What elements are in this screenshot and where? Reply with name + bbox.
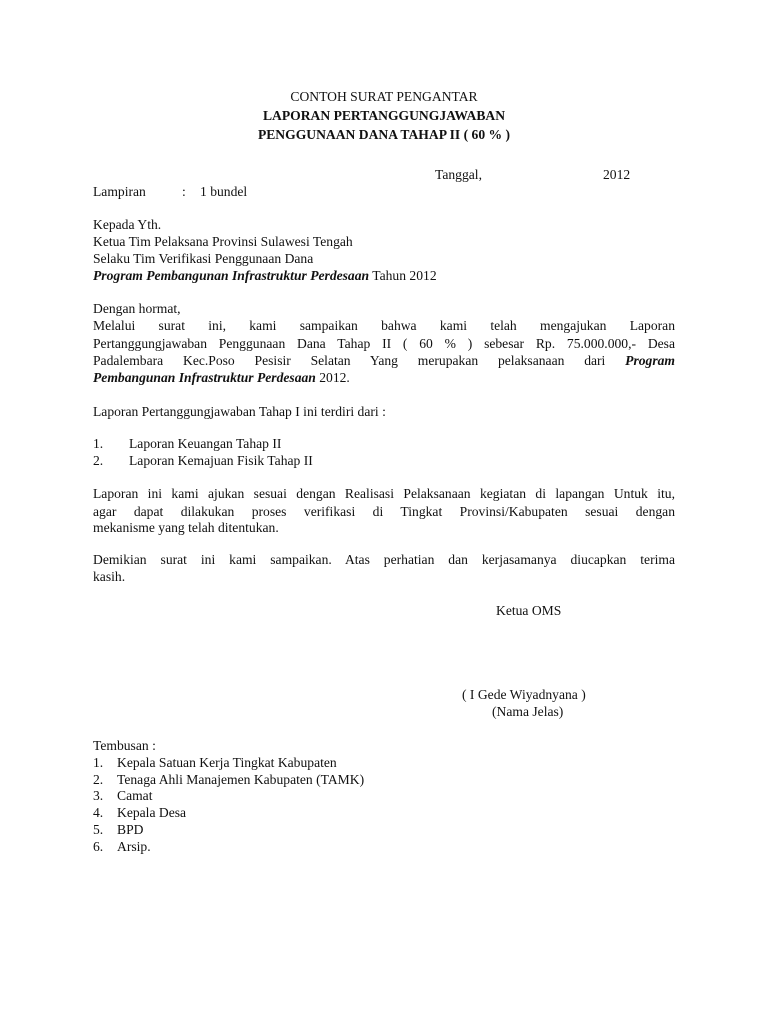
- tembusan-text-6: Arsip.: [117, 839, 151, 854]
- signature-note: (Nama Jelas): [492, 704, 564, 719]
- p1-l4-bold: Pembangunan Infrastruktur Perdesaan: [93, 370, 316, 385]
- lampiran-value: 1 bundel: [200, 184, 248, 199]
- paragraph-3-line-2: agar dapat dilakukan proses verifikasi di Tingkat Provinsi/Kabupaten sesuai dengan: [93, 503, 675, 519]
- lampiran-label: Lampiran: [93, 184, 146, 199]
- paragraph-1-line-3: [93, 352, 675, 370]
- paragraph-1: [93, 317, 675, 370]
- tembusan-text-1: Kepala Satuan Kerja Tingkat Kabupaten: [117, 755, 337, 770]
- tembusan-text-4: Kepala Desa: [117, 805, 187, 820]
- paragraph-2: Laporan Pertanggungjawaban Tahap I ini terdiri dari :: [93, 404, 386, 419]
- signature-title: Ketua OMS: [496, 603, 562, 618]
- tembusan-num-3: 3.: [93, 788, 104, 803]
- paragraph-3-line-1: Laporan ini kami ajukan sesuai dengan Realisasi Pelaksanaan kegiatan di lapangan Untuk itu,: [93, 486, 675, 501]
- paragraph-1-line-4: [93, 369, 350, 387]
- paragraph-4-line-2: kasih.: [93, 569, 126, 584]
- letter-heading-2: LAPORAN PERTANGGUNGJAWABAN: [262, 108, 506, 123]
- paragraph-3: [93, 485, 675, 520]
- letter-heading-3: PENGGUNAAN DANA TAHAP II ( 60 % ): [257, 127, 511, 142]
- tembusan-num-1: 1.: [93, 755, 104, 770]
- recipient-line-2: Selaku Tim Verifikasi Penggunaan Dana: [93, 251, 314, 266]
- recipient-line-3: [93, 267, 437, 285]
- letter-heading-1: CONTOH SURAT PENGANTAR: [290, 89, 478, 104]
- p1-l3-text: Padalembara Kec.Poso Pesisir Selatan Yang merupakan pelaksanaan dari: [93, 353, 626, 368]
- tembusan-num-4: 4.: [93, 805, 104, 820]
- paragraph-1-line-1: Melalui surat ini, kami sampaikan bahwa kami telah mengajukan Laporan: [93, 318, 675, 333]
- tembusan-text-5: BPD: [117, 822, 144, 837]
- paragraph-3-line-3: mekanisme yang telah ditentukan.: [93, 520, 279, 535]
- date-year: 2012: [603, 167, 631, 182]
- program-year: Tahun 2012: [369, 268, 437, 283]
- paragraph-1-line-2: Pertanggungjawaban Penggunaan Dana Tahap II ( 60 % ) sebesar Rp. 75.000.000,- Desa: [93, 335, 675, 351]
- tembusan-label: Tembusan :: [93, 738, 156, 753]
- paragraph-4-line-1: Demikian surat ini kami sampaikan. Atas perhatian dan kerjasamanya diucapkan terima: [93, 552, 675, 567]
- tembusan-text-2: Tenaga Ahli Manajemen Kabupaten (TAMK): [117, 772, 365, 787]
- tembusan-num-6: 6.: [93, 839, 104, 854]
- greeting: Dengan hormat,: [93, 301, 181, 316]
- program-name: Program Pembangunan Infrastruktur Perdesaan: [93, 268, 370, 283]
- p1-l3-bold: Program: [625, 353, 675, 368]
- list-item-num-1: 1.: [93, 436, 104, 451]
- p1-l4-text: 2012.: [315, 370, 350, 385]
- date-label: Tanggal,: [435, 167, 482, 182]
- list-item-num-2: 2.: [93, 453, 104, 468]
- tembusan-num-2: 2.: [93, 772, 104, 787]
- recipient-line-1: Ketua Tim Pelaksana Provinsi Sulawesi Tengah: [93, 234, 353, 249]
- tembusan-text-3: Camat: [117, 788, 153, 803]
- list-item-text-2: Laporan Kemajuan Fisik Tahap II: [129, 453, 313, 468]
- recipient-salutation: Kepada Yth.: [93, 217, 162, 232]
- tembusan-num-5: 5.: [93, 822, 104, 837]
- paragraph-4: [93, 551, 675, 569]
- list-item-text-1: Laporan Keuangan Tahap II: [129, 436, 282, 451]
- lampiran-colon: :: [182, 184, 186, 199]
- signature-name: ( I Gede Wiyadnyana ): [462, 687, 586, 702]
